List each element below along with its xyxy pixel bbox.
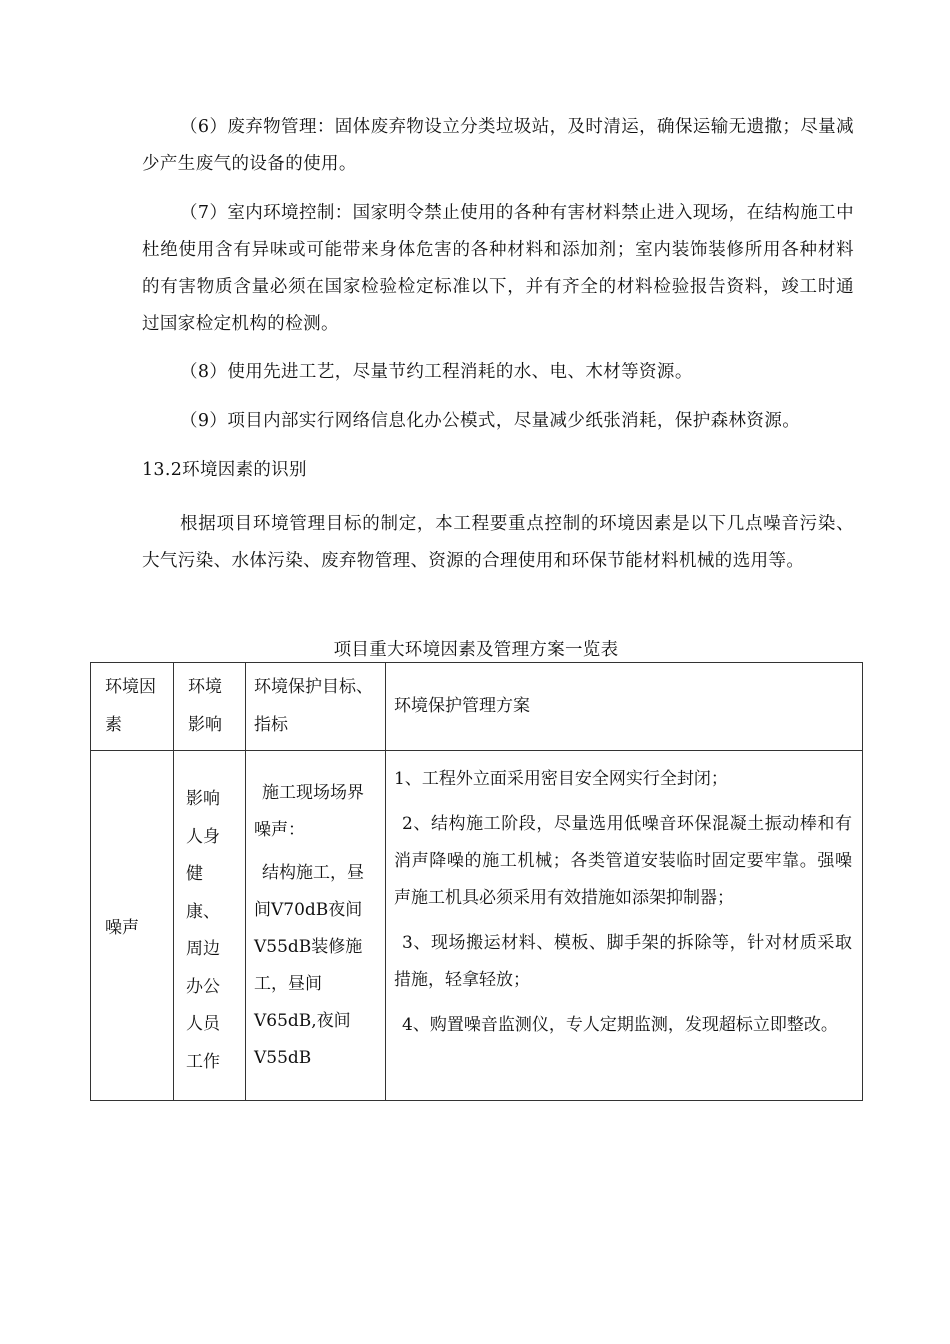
cell-target	[246, 751, 386, 1101]
header-impact: 环境影响	[174, 663, 246, 751]
table-header-row	[91, 663, 863, 751]
header-factor: 环境因素	[91, 663, 174, 751]
impact-line: 人身	[186, 826, 220, 847]
impact-line: 办公	[186, 976, 220, 997]
impact-line: 健	[186, 864, 203, 884]
impact-line: 康、	[186, 901, 220, 922]
plan-item-1: 1、工程外立面采用密目安全网实行全封闭；	[394, 769, 728, 789]
paragraph-waste-management: （6）废弃物管理：固体废弃物设立分类垃圾站，及时清运，确保运输无遗撒；尽量减少产生废气的设备的使用。	[142, 117, 854, 174]
target-noise-limit-values: 结构施工，昼间V70dB夜间V55dB装修施工，昼间V65dB,夜间V55dB	[254, 863, 364, 1068]
paragraph-paperless-office: （9）项目内部实行网络信息化办公模式，尽量减少纸张消耗，保护森林资源。	[180, 411, 801, 431]
paragraph-advanced-process: （8）使用先进工艺，尽量节约工程消耗的水、电、木材等资源。	[180, 362, 693, 382]
cell-plan	[386, 751, 863, 1101]
impact-line: 工作	[186, 1051, 220, 1072]
impact-line: 影响	[186, 789, 220, 809]
paragraph-intro: 根据项目环境管理目标的制定，本工程要重点控制的环境因素是以下几点噪音污染、大气污染、水体污染、废弃物管理、资源的合理使用和环保节能材料机械的选用等。	[142, 514, 854, 571]
header-plan: 环境保护管理方案	[386, 663, 863, 751]
impact-line: 人员	[186, 1014, 220, 1034]
header-target: 环境保护目标、指标	[246, 663, 386, 751]
paragraph-indoor-environment: （7）室内环境控制：国家明令禁止使用的各种有害材料禁止进入现场，在结构施工中杜绝使用含有异味或可能带来身体危害的各种材料和添加剂；室内装饰装修所用各种材料的有害物质含量必须在国家检验检定标准以下，并有齐全的材料检验报告资料，竣工时通过国家检定机构的检测。	[142, 203, 854, 334]
plan-item-3: 3、现场搬运材料、模板、脚手架的拆除等，针对材质采取措施，轻拿轻放；	[394, 933, 852, 990]
cell-factor-noise: 噪声	[91, 751, 174, 1101]
table-caption: 项目重大环境因素及管理方案一览表	[333, 640, 619, 660]
section-heading: 13.2环境因素的识别	[142, 460, 307, 480]
table-row-noise	[91, 751, 863, 1101]
plan-item-2: 2、结构施工阶段，尽量选用低噪音环保混凝土振动棒和有消声降噪的施工机械；各类管道安装临时固定要牢靠。强噪声施工机具必须采用有效措施如添架抑制器；	[394, 814, 852, 908]
cell-impact	[174, 751, 246, 1101]
target-noise-limit-title: 施工现场场界噪声：	[254, 783, 364, 840]
environment-factors-table	[90, 662, 863, 1101]
plan-item-4: 4、购置噪音监测仪，专人定期监测，发现超标立即整改。	[402, 1015, 838, 1035]
impact-line: 周边	[186, 939, 220, 959]
